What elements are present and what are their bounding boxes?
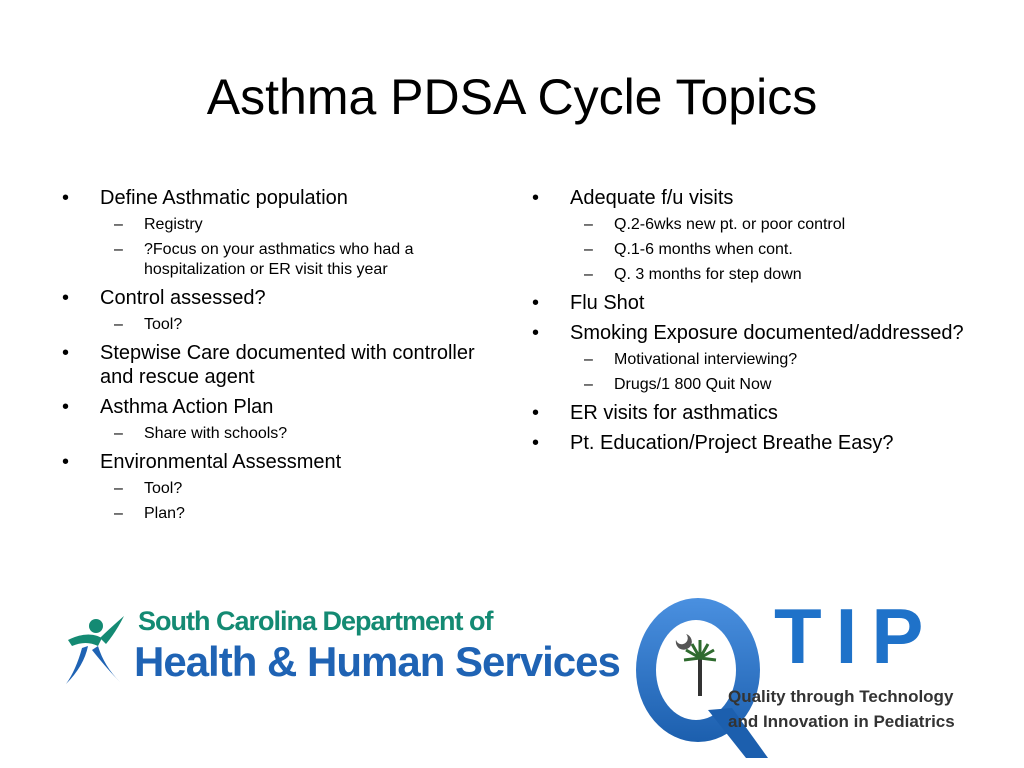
bullet-item: [60, 450, 490, 524]
bullet-text: Define Asthmatic population: [100, 187, 348, 209]
dash-icon: –: [584, 351, 593, 368]
dash-icon: –: [114, 316, 123, 333]
sub-bullet-item: [570, 350, 980, 370]
bullet-text: Control assessed?: [100, 287, 266, 309]
sub-bullet-text: Share with schools?: [144, 425, 288, 442]
left-column: [60, 180, 490, 524]
dash-icon: –: [114, 216, 123, 233]
bullet-item: [60, 341, 490, 389]
bullet-text: Pt. Education/Project Breathe Easy?: [570, 432, 894, 454]
bullet-item: [530, 321, 980, 395]
sub-bullet-text: Q. 3 months for step down: [614, 266, 802, 283]
sub-bullet-item: [570, 375, 980, 395]
bullet-text: Smoking Exposure documented/addressed?: [570, 322, 964, 344]
bullet-icon: •: [532, 292, 540, 314]
bullet-text: Adequate f/u visits: [570, 187, 734, 209]
scdhhs-logo-line1: South Carolina Department of: [138, 606, 493, 636]
sub-bullet-text: Q.1-6 months when cont.: [614, 241, 793, 258]
bullet-icon: •: [62, 287, 70, 309]
dash-icon: –: [114, 241, 123, 258]
bullet-text: Stepwise Care documented with controller and rescue agent: [100, 342, 475, 388]
bullet-item: [60, 286, 490, 335]
right-column: [530, 180, 980, 455]
sub-bullet-item: [100, 315, 490, 335]
qtip-logo: [628, 592, 988, 762]
right-bullet-list: [530, 186, 980, 455]
sub-bullet-list: [570, 350, 980, 395]
person-figure-icon: [58, 600, 133, 690]
sub-bullet-list: [100, 424, 490, 444]
sub-bullet-list: [570, 215, 980, 285]
scdhhs-logo: [58, 600, 618, 690]
bullet-text: Asthma Action Plan: [100, 396, 274, 418]
bullet-text: Flu Shot: [570, 292, 645, 314]
sub-bullet-list: [100, 215, 490, 280]
bullet-icon: •: [62, 396, 70, 418]
bullet-icon: •: [62, 342, 70, 364]
sub-bullet-text: Registry: [144, 216, 203, 233]
bullet-item: [530, 291, 980, 315]
dash-icon: –: [114, 505, 123, 522]
sub-bullet-text: ?Focus on your asthmatics who had a hospitalization or ER visit this year: [144, 241, 414, 278]
dash-icon: –: [114, 425, 123, 442]
sub-bullet-item: [100, 479, 490, 499]
sub-bullet-list: [100, 479, 490, 524]
bullet-item: [530, 431, 980, 455]
left-bullet-list: [60, 186, 490, 524]
sub-bullet-text: Drugs/1 800 Quit Now: [614, 376, 772, 393]
dash-icon: –: [584, 241, 593, 258]
sub-bullet-item: [100, 424, 490, 444]
sub-bullet-item: [100, 240, 490, 280]
qtip-tagline: [728, 684, 955, 734]
bullet-icon: •: [532, 402, 540, 424]
sub-bullet-item: [100, 504, 490, 524]
sub-bullet-item: [570, 215, 980, 235]
bullet-icon: •: [532, 432, 540, 454]
bullet-icon: •: [62, 187, 70, 209]
bullet-text: Environmental Assessment: [100, 451, 342, 473]
qtip-tagline-line2: and Innovation in Pediatrics: [728, 712, 955, 731]
dash-icon: –: [584, 216, 593, 233]
palmetto-tree-icon: [666, 630, 726, 700]
bullet-icon: •: [532, 187, 540, 209]
bullet-item: [60, 395, 490, 444]
sub-bullet-text: Plan?: [144, 505, 185, 522]
sub-bullet-text: Motivational interviewing?: [614, 351, 798, 368]
sub-bullet-item: [570, 240, 980, 260]
sub-bullet-text: Tool?: [144, 480, 183, 497]
bullet-item: [530, 186, 980, 285]
bullet-text: ER visits for asthmatics: [570, 402, 778, 424]
qtip-letters: TIP: [774, 592, 938, 680]
dash-icon: –: [114, 480, 123, 497]
bullet-icon: •: [62, 451, 70, 473]
qtip-tagline-line1: Quality through Technology: [728, 687, 954, 706]
bullet-icon: •: [532, 322, 540, 344]
dash-icon: –: [584, 266, 593, 283]
sub-bullet-text: Q.2-6wks new pt. or poor control: [614, 216, 846, 233]
sub-bullet-text: Tool?: [144, 316, 183, 333]
slide-title: Asthma PDSA Cycle Topics: [206, 69, 818, 125]
dash-icon: –: [584, 376, 593, 393]
sub-bullet-item: [100, 215, 490, 235]
bullet-item: [530, 401, 980, 425]
sub-bullet-item: [570, 265, 980, 285]
bullet-item: [60, 186, 490, 280]
sub-bullet-list: [100, 315, 490, 335]
scdhhs-logo-line2: Health & Human Services: [134, 638, 620, 685]
